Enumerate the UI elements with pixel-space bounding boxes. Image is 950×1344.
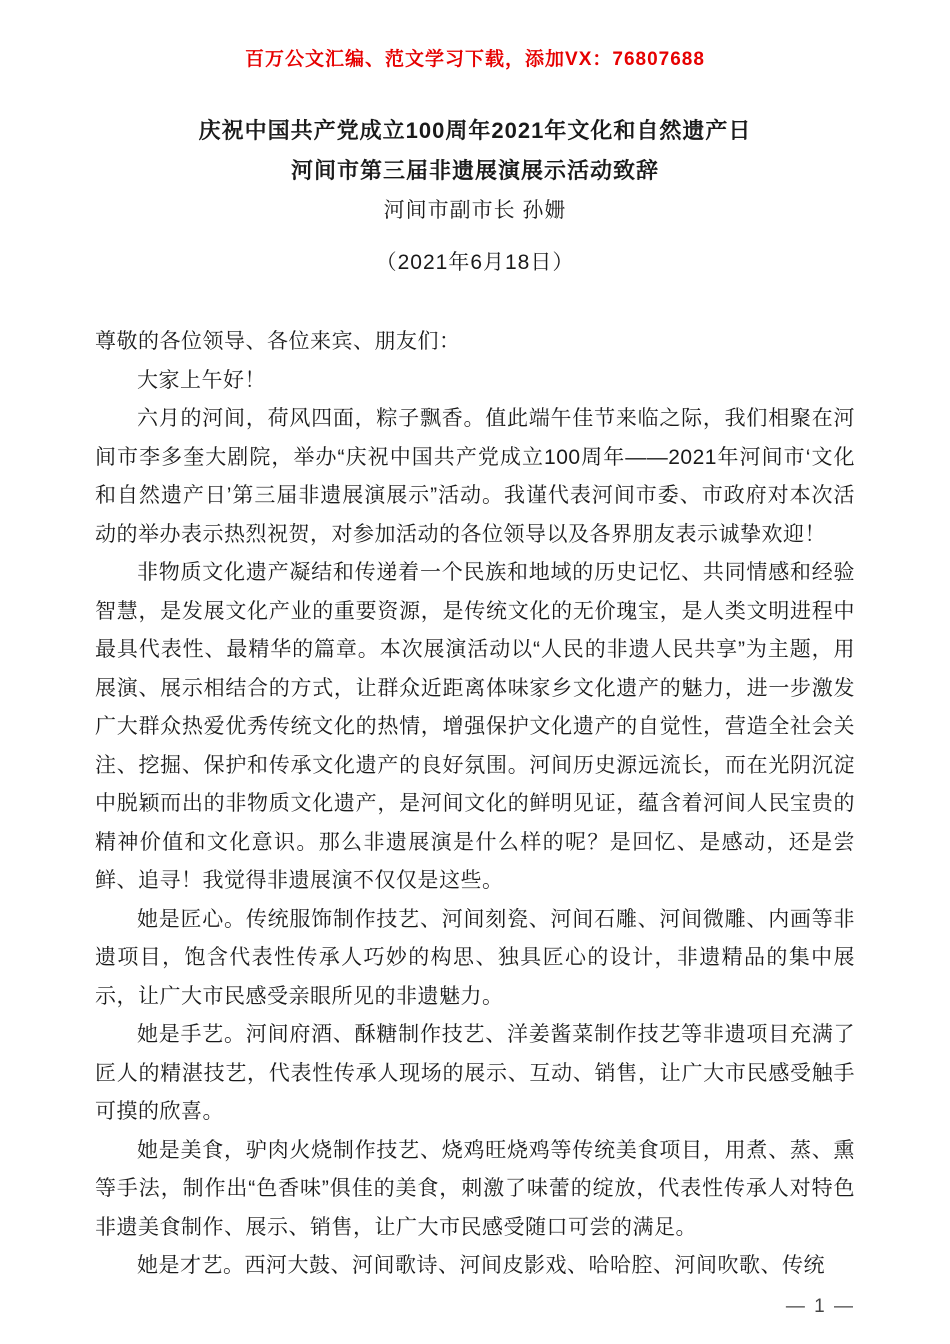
page-number: — 1 — — [785, 1296, 855, 1317]
document-date: （2021年6月18日） — [375, 251, 575, 274]
body-paragraph: 她是匠心。传统服饰制作技艺、河间刻瓷、河间石雕、河间微雕、内画等非遗项目，饱含代表性传承人巧妙的构思、独具匠心的设计，非遗精品的集中展示，让广大市民感受亲眼所见的非遗魅力。 — [95, 907, 855, 1008]
body-paragraph: 六月的河间，荷风四面，粽子飘香。值此端午佳节来临之际，我们相聚在河间市李多奎大剧院，举办“庆祝中国共产党成立100周年——2021年河间市‘文化和自然遗产日’第三届非遗展演展示”活动。我谨代表河间市委、市政府对本次活动的举办表示热烈祝贺，对参加活动的各位领导以及各界朋友表示诚挚欢迎！ — [95, 407, 855, 546]
greeting-paragraph: 大家上午好！ — [137, 368, 266, 392]
title-block — [95, 111, 855, 283]
salutation-paragraph: 尊敬的各位领导、各位来宾、朋友们： — [95, 330, 461, 353]
body-paragraph: 她是美食，驴肉火烧制作技艺、烧鸡旺烧鸡等传统美食项目，用煮、蒸、熏等手法，制作出“色香味”俱佳的美食，刺激了味蕾的绽放，代表性传承人对特色非遗美食制作、展示、销售，让广大市民感受随口可尝的满足。 — [95, 1138, 855, 1239]
document-speaker: 河间市副市长 孙姗 — [383, 199, 567, 222]
body-paragraph: 她是才艺。西河大鼓、河间歌诗、河间皮影戏、哈哈腔、河间吹歌、传统 — [137, 1254, 825, 1277]
promo-header-text: 百万公文汇编、范文学习下载，添加VX：76807688 — [245, 49, 705, 70]
body-paragraph: 非物质文化遗产凝结和传递着一个民族和地域的历史记忆、共同情感和经验智慧，是发展文化产业的重要资源，是传统文化的无价瑰宝，是人类文明进程中最具代表性、最精华的篇章。本次展演活动以“人民的非遗人民共享”为主题，用展演、展示相结合的方式，让群众近距离体味家乡文化遗产的魅力，进一步激发广大群众热爱优秀传统文化的热情，增强保护文化遗产的自觉性，营造全社会关注、挖掘、保护和传承文化遗产的良好氛围。河间历史源远流长，而在光阴沉淀中脱颖而出的非物质文化遗产，是河间文化的鲜明见证，蕴含着河间人民宝贵的精神价值和文化意识。那么非遗展演是什么样的呢？是回忆、是感动，还是尝鲜、追寻！我觉得非遗展演不仅仅是这些。 — [95, 561, 855, 892]
document-title-line-1: 庆祝中国共产党成立100周年2021年文化和自然遗产日 — [198, 118, 752, 143]
document-title-line-2: 河间市第三届非遗展演展示活动致辞 — [290, 158, 659, 183]
body-paragraph: 她是手艺。河间府酒、酥糖制作技艺、洋姜酱菜制作技艺等非遗项目充满了匠人的精湛技艺，代表性传承人现场的展示、互动、销售，让广大市民感受触手可摸的欣喜。 — [95, 1023, 855, 1123]
document-body — [95, 323, 855, 1286]
